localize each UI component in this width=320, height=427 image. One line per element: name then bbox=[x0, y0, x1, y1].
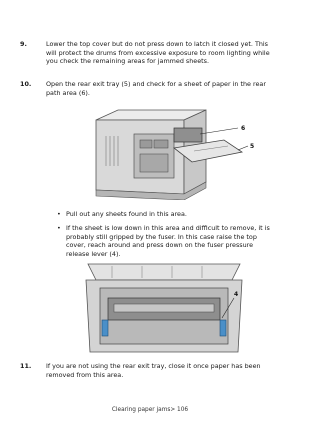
step-10 bbox=[20, 80, 276, 97]
step-text: If you are not using the rear exit tray, close it once paper has been removed from this area. bbox=[46, 362, 261, 379]
bullet-symbol: • bbox=[57, 210, 61, 218]
fuser-release-lever-illustration bbox=[82, 262, 247, 354]
step-text: Open the rear exit tray (5) and check for a sheet of paper in the rear path area (6). bbox=[46, 80, 266, 97]
callout-6: 6 bbox=[241, 125, 246, 132]
step-number: 11. bbox=[20, 362, 32, 370]
step-9 bbox=[20, 40, 276, 66]
step-number: 9. bbox=[20, 40, 27, 48]
step-number: 10. bbox=[20, 80, 32, 88]
bullet-symbol: • bbox=[57, 224, 61, 232]
fuser-area-drawing bbox=[82, 262, 247, 354]
bullet-text: If the sheet is low down in this area and difficult to remove, it is probably still gripped by the fuser. In this case raise the top cover, reach around and press down on the fuser pressure release lever (4). bbox=[66, 224, 270, 258]
bullet-text: Pull out any sheets found in this area. bbox=[66, 210, 187, 218]
callout-4: 4 bbox=[234, 291, 239, 298]
callout-5: 5 bbox=[250, 143, 255, 150]
page-footer: Clearing paper jams> 106 bbox=[111, 407, 189, 413]
bullet-pull-out-sheets bbox=[57, 210, 276, 219]
printer-rear-drawing bbox=[88, 104, 258, 200]
step-text: Lower the top cover but do not press down to latch it closed yet. This will protect the drums from excessive exposure to room lighting while you check the remaining areas for jammed sheets. bbox=[46, 40, 270, 66]
step-11 bbox=[20, 362, 276, 379]
rear-exit-tray-illustration bbox=[88, 104, 258, 200]
bullet-fuser-release bbox=[57, 224, 276, 258]
